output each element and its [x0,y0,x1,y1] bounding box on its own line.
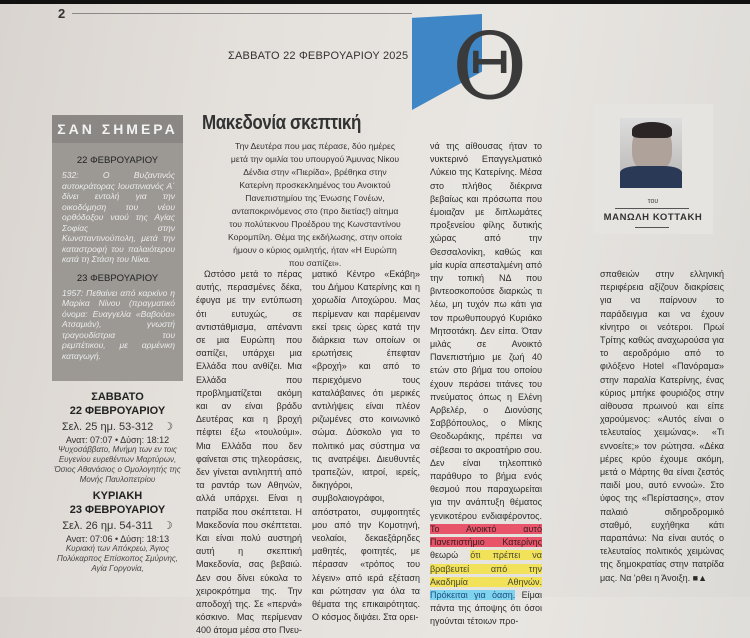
entry-date: 23 ΦΕΒΡΟΥΑΡΙΟΥ [76,272,159,284]
saints-of-day: Κυριακή των Απόκρεω, Άγιος Πολύκαρπος Επίσκοπος Σμύρνης, Αγία Γοργονία, [56,544,179,573]
author-rule [635,227,669,228]
column-text: νά της αίθουσας ήταν το νυκτερινό Επαγγελματικό Λύκειο της Κατερίνης. Μέσα στο πλήθος διέκρινα βεβαίως και πρόσωπα που έμοιαζαν με διπλωμάτες προξενείου φίλης δυτικής χώρας από την Θεσσαλονίκη, καθώς και μία κυρία απεσταλμένη από την τοπική ΝΔ που βιντεοσκοπούσε διαρκώς τι λέω, μη τυχόν πω κάτι για τον πρωθυπουργό Κυριάκο Μητσοτάκη. Δεν είπα. Όταν μιλάς σε Ανοικτό Πανεπιστήμιο με ζωή 40 ετών στο βήμα του οποίου έχουν περάσει τιτάνες του πνεύματος όπως η Ελένη Αρβελέρ, ο Διονύσης Σαββόπουλος, ο Μίκης Θεοδωράκης, πρέπει να σέβεσαι το ακροατήριο σου. Δεν είναι τηλεοπτικό παράθυρο το βήμα ενός θεσμού που παραχωρείται για την ανάπτυξη θέματος γενικοτέρου ενδιαφέροντος. [430,141,542,521]
calendar-page-info: Σελ. 25 ημ. 53-312 ☽ [61,421,174,433]
column-text: θεωρώ [430,550,471,561]
moon-icon: ☽ [162,520,173,532]
article-lede: Την Δευτέρα που μας πέρασε, δύο ημέρες μετά την ομιλία του υπουργού Άμυνας Νίκου Δένδια στην «Πιερίδα», βρέθηκα στην Κατερίνη προσκεκλημένος του Ανοικτού Πανεπιστημίου της Ένωσης Γονέων, ανταποκρινόμενος στο (προ διετίας!) αίτημα του πολύτεκνου Προέδρου της Κωνσταντίνου Κορομπίλη. Θέμα της εκδήλωσης, στην οποία ήμουν ο κύριος ομιλητής, ήταν «Η Ευρώπη που σαπίζει». [228,141,402,268]
article-column-3 [430,140,542,629]
author-box [593,104,713,234]
calendar-box [52,390,183,574]
entry-date: 22 ΦΕΒΡΟΥΑΡΙΟΥ [76,155,159,166]
author-prefix: του [647,198,659,205]
highlight-red: Το Ανοικτό αυτό Πανεπιστήμιο Κατερίνης [430,523,542,548]
highlight-cyan: Πρόκειται για όαση. [430,589,516,600]
sunrise-sunset: Ανατ: 07:06 • Δύση: 18:13 [65,534,170,544]
on-this-day-box [52,115,183,381]
author-rule [615,208,689,209]
article-column-1: Ωστόσο μετά το πέρας αυτής, περασμένες δέκα, έφυγα με την εντύπωση ότι ευτυχώς, σε αντιστάθμισμα, απέναντι σε μια Ευρώπη που σαπίζει, υπάρχει μια Ελλάδα που ανθίζει. Μια Ελλάδα που προβληματίζεται ακόμη και αν είναι βράδυ Δευτέρας και η βροχή πέφτει έξω «τουλούμι». Μια Ελλάδα που δεν φαίνεται στις τηλεοράσεις, δεν γίνεται αντιληπτή από τα ραντάρ των Αθηνών, αλλά υπάρχει. Είναι η πατρίδα που σκέπτεται. Η Μακεδονία που σκέπτεται. Και είναι πολύ αυστηρή αυτή η σκεπτική Μακεδονία, σας βεβαιώ. Δεν σου δίνει εύκολα το χειροκρότημα της. Την αποδοχή της. Σε «περνά» κόσκινο. Μας περίμεναν 400 άτομα μέσα στο Πνευ- [196,269,302,636]
calendar-date: 22 ΦΕΒΡΟΥΑΡΙΟΥ [69,405,166,417]
column-text: Είμαι πάντα της άποψης ότι όσοι ηγούνται τέτοιων προ- [430,589,542,627]
entry-text: 532: Ο Βυζαντινός αυτοκράτορας Ιουστινιανός Α΄ δίνει εντολή για την οικοδόμηση του νέου ορθόδοξου ναού της Αγίας Σοφίας στην Κωνσταντινούπολη, μετά την καταστροφή του παλαιότερου κατά τη Στάση του Νίκα. [62,170,175,264]
calendar-page-info: Σελ. 26 ημ. 54-311 ☽ [62,520,173,532]
theta-logo-icon: Θ [452,13,528,120]
calendar-day: ΣΑΒΒΑΤΟ [91,391,144,403]
author-name: ΜΑΝΩΛΗ ΚΟΤΤΑΚΗ [603,212,703,223]
author-photo [620,118,682,188]
page-number: 2 [58,6,66,21]
author-suit-shape [620,166,682,188]
author-hair-shape [632,122,672,138]
article-headline: Μακεδονία σκεπτική [202,112,361,134]
highlight-yellow: ότι πρέπει να βραβευτεί από την Ακαδημία Αθηνών. [430,550,542,587]
scan-top-border [0,0,750,4]
header-rule [72,13,412,14]
on-this-day-title: ΣΑΝ ΣΗΜΕΡΑ [52,115,183,143]
article-column-4: σπαθειών στην ελληνική περιφέρεια αξίζουν διακρίσεις για να παίρνουν το παράδειγμα και να έχουν κίνητρο οι νεότεροι. Πρωί Τρίτης καθώς αναχωρούσα για το αεροδρόμιο από το φιλόξενο Hotel «Πανόραμα» στην παραλία Κατερίνης, ένας κύριος μπήκε φουριόζος στην αίθουσα πρωινού και είπε χαρούμενος: «Αυτός είναι ο τελευταίος χειμώνας». «Τι εννοείτε;» τον ρώτησα. «Δέκα μέρες κρύο έχουμε ακόμη, μετά ο Μάρτης θα είναι ζεστός παιδί μου, αυτό εννοώ». Στο ύφος της «Περίστασης», στον παλαιό σιδηροδρομικό σταθμό, ευχήθηκα κάτι παραπάνω: Να είναι αυτός ο τελευταίος πολιτικός χειμώνας της δημοκρατίας στην πατρίδα μας. Να 'ρθει η Άνοιξη. ■▲ [600,269,724,583]
sunrise-sunset: Ανατ: 07:07 • Δύση: 18:12 [65,435,170,445]
calendar-date: 23 ΦΕΒΡΟΥΑΡΙΟΥ [69,504,166,516]
article-column-2: ματικό Κέντρο «Εκάβη» του Δήμου Κατερίνης και η χορωδία Λιτοχώρου. Μας περίμεναν και παρέμειναν εκεί τρεις ώρες κατά την διάρκεια των οποίων οι ερωτήσεις έπεφταν «βροχή» και από το περιεχόμενο τους καταλάβαινες ότι μερικές αντιλήψεις είναι πλέον ριζωμένες στο κοινωνικό σώμα. Δύσκολο για το πολιτικό μας σύστημα να τις ανατρέψει. Διευθυντές τραπεζών, ιατροί, ιερείς, δικηγόροι, συμβολαιογράφοι, απόστρατοι, συμφοιτητές μου από την Κομοτηνή, νεολαίοι, δεκαεξάρηδες μαθητές, φοιτητές, με πέρασαν «τρόπος του λέγειν» από ιερά εξέταση και ρώτησαν για όλα τα θέματα της επικαιρότητας. Ο κόσμος διψάει. Στα ορει- [312,269,420,623]
saints-of-day: Ψυχοσάββατο, Μνήμη των εν τοις Ευγενίου ευρεθέντων Μαρτύρων, Όσιος Αθανάσιος ο Ομολογητής της Μονής Παυλοπετρίου [54,445,181,484]
issue-date: ΣΑΒΒΑΤΟ 22 ΦΕΒΡΟΥΑΡΙΟΥ 2025 [228,50,409,62]
moon-icon: ☽ [163,421,174,433]
entry-text: 1957: Πεθαίνει από καρκίνο η Μαρίκα Νίνου (πραγματικό όνομα: Ευαγγελία «Βαβούα» Ατσαμιάν), γνωστή τραγουδίστρια του ρεμπέτικου, με αρμένικη καταγωγή. [62,287,175,361]
calendar-day: ΚΥΡΙΑΚΗ [92,490,143,502]
